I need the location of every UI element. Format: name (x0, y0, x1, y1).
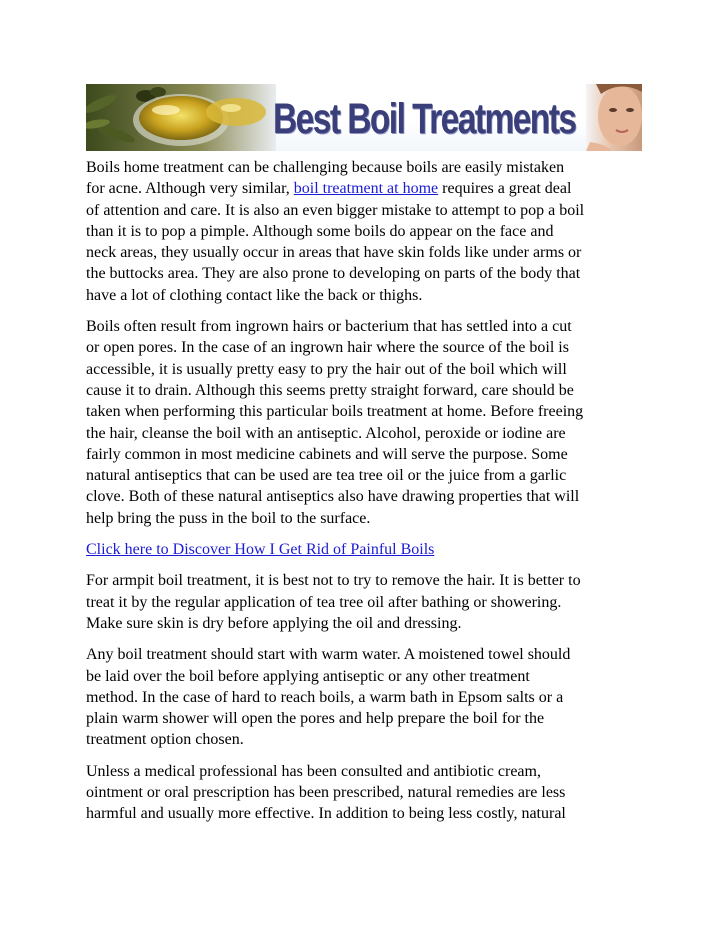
paragraph-4 (86, 644, 646, 750)
text-line: Any boil treatment should start with warm water. A moistened towel should (86, 646, 571, 664)
paragraph-5 (86, 761, 646, 825)
paragraph-3 (86, 570, 646, 634)
text-line: help bring the puss in the boil to the surface. (86, 509, 371, 527)
text-line: neck areas, they usually occur in areas that have skin folds like under arms or (86, 244, 582, 262)
text-line: For armpit boil treatment, it is best not to try to remove the hair. It is better to (86, 572, 581, 590)
paragraph-1 (86, 157, 646, 306)
header-banner (86, 84, 642, 151)
article-body (86, 157, 646, 835)
text-line: be laid over the boil before applying antiseptic or any other treatment (86, 667, 530, 685)
text-line: harmful and usually more effective. In addition to being less costly, natural (86, 805, 566, 823)
text-line: Make sure skin is dry before applying the oil and dressing. (86, 614, 462, 632)
text-line: Boils often result from ingrown hairs or bacterium that has settled into a cut (86, 318, 572, 336)
text-line: method. In the case of hard to reach boils, a warm bath in Epsom salts or a (86, 688, 564, 706)
discover-boils-link[interactable]: Click here to Discover How I Get Rid of Painful Boils (86, 541, 435, 559)
paragraph-2 (86, 316, 646, 529)
text-line: clove. Both of these natural antiseptics also have drawing properties that will (86, 488, 580, 506)
text-line: Unless a medical professional has been consulted and antibiotic cream, (86, 762, 541, 780)
text-line: cause it to drain. Although this seems pretty straight forward, care should be (86, 381, 574, 399)
text-line: treatment option chosen. (86, 731, 244, 749)
text-line: fairly common in most medicine cabinets and will serve the purpose. Some (86, 445, 568, 463)
text-line: of attention and care. It is also an even bigger mistake to attempt to pop a boil (86, 201, 585, 219)
text-line: the buttocks area. They are also prone to developing on parts of the body that (86, 265, 581, 283)
text-line: plain warm shower will open the pores and help prepare the boil for the (86, 710, 545, 728)
woman-face-image (586, 84, 642, 151)
text-line (86, 178, 646, 199)
text-line: accessible, it is usually pretty easy to pry the hair out of the boil which will (86, 360, 567, 378)
text-line: the hair, cleanse the boil with an antiseptic. Alcohol, peroxide or iodine are (86, 424, 566, 442)
cta-paragraph (86, 539, 646, 560)
text-line: than it is to pop a pimple. Although some boils do appear on the face and (86, 222, 554, 240)
text-line: or open pores. In the case of an ingrown hair where the source of the boil is (86, 339, 569, 357)
text-line: ointment or oral prescription has been prescribed, natural remedies are less (86, 784, 566, 802)
banner-title: Best Boil Treatments (273, 95, 576, 143)
text-segment: for acne. Although very similar, (86, 180, 294, 198)
text-line: Boils home treatment can be challenging because boils are easily mistaken (86, 159, 565, 176)
boil-treatment-link[interactable]: boil treatment at home (293, 180, 439, 198)
text-segment: requires a great deal (438, 180, 572, 198)
text-line: natural antiseptics that can be used are tea tree oil or the juice from a garlic (86, 467, 567, 485)
text-line: treat it by the regular application of tea tree oil after bathing or showering. (86, 593, 562, 611)
text-line: have a lot of clothing contact like the back or thighs. (86, 286, 423, 304)
text-line: taken when performing this particular boils treatment at home. Before freeing (86, 403, 584, 421)
